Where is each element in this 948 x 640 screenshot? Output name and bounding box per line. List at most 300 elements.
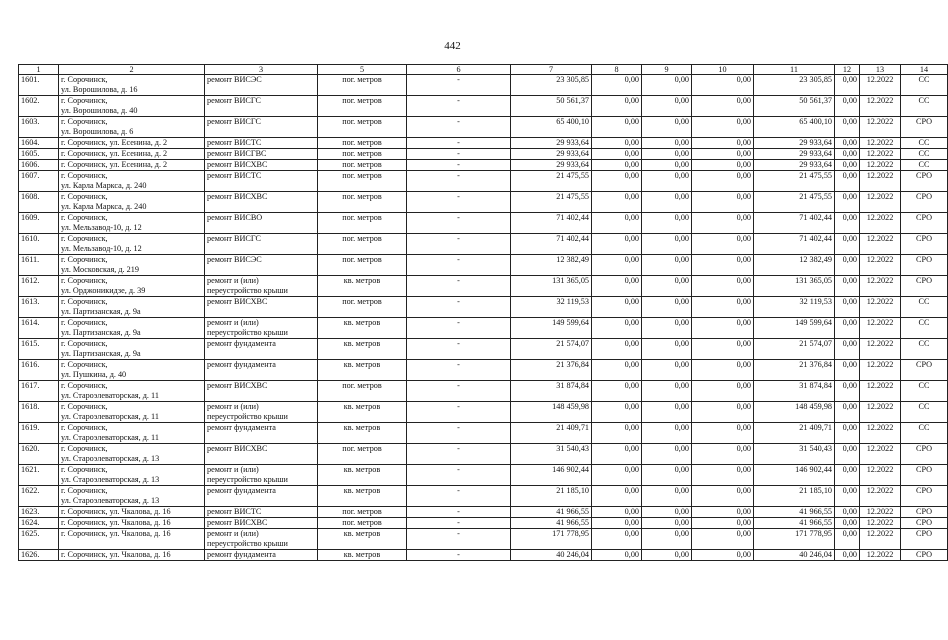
col8-cell: 0,00 (592, 381, 642, 402)
row-number-cell: 1605. (19, 149, 59, 160)
work-type-cell-line: ремонт и (или) (207, 318, 259, 327)
work-type-cell (205, 160, 318, 171)
row-number-cell: 1617. (19, 381, 59, 402)
col12-cell: 0,00 (835, 297, 860, 318)
col9-cell: 0,00 (642, 360, 692, 381)
date-cell: 12.2022 (860, 518, 901, 529)
col9-cell: 0,00 (642, 297, 692, 318)
col11-cell: 29 933,64 (754, 160, 835, 171)
work-type-cell-line: ремонт ВИСЭС (207, 255, 262, 264)
address-cell-line: г. Сорочинск, ул. Чкалова, д. 16 (61, 507, 171, 516)
col10-cell: 0,00 (692, 423, 754, 444)
address-cell (59, 423, 205, 444)
work-type-cell-line: ремонт ВИСТС (207, 507, 262, 516)
row-number-cell: 1606. (19, 160, 59, 171)
total-cost-cell: 149 599,64 (511, 318, 592, 339)
unit-cell: пог. метров (318, 171, 407, 192)
col8-cell: 0,00 (592, 160, 642, 171)
total-cost-cell: 65 400,10 (511, 117, 592, 138)
address-cell-line: г. Сорочинск, (61, 423, 108, 432)
table-row (19, 96, 948, 117)
address-cell-line: г. Сорочинск, (61, 213, 108, 222)
column-header: 14 (901, 65, 948, 75)
col12-cell: 0,00 (835, 75, 860, 96)
unit-cell: пог. метров (318, 75, 407, 96)
col10-cell: 0,00 (692, 318, 754, 339)
date-cell: 12.2022 (860, 192, 901, 213)
col12-cell: 0,00 (835, 465, 860, 486)
column-header: 11 (754, 65, 835, 75)
col12-cell: 0,00 (835, 423, 860, 444)
total-cost-cell: 148 459,98 (511, 402, 592, 423)
col10-cell: 0,00 (692, 486, 754, 507)
col6-cell: - (407, 192, 511, 213)
col11-cell: 21 376,84 (754, 360, 835, 381)
column-header: 9 (642, 65, 692, 75)
row-number-cell: 1601. (19, 75, 59, 96)
work-type-cell (205, 149, 318, 160)
address-cell (59, 402, 205, 423)
unit-cell: пог. метров (318, 297, 407, 318)
col10-cell: 0,00 (692, 234, 754, 255)
col11-cell: 21 185,10 (754, 486, 835, 507)
col9-cell: 0,00 (642, 192, 692, 213)
col6-cell: - (407, 486, 511, 507)
address-cell (59, 96, 205, 117)
col6-cell: - (407, 96, 511, 117)
address-cell-line: ул. Орджоникидзе, д. 39 (61, 286, 146, 295)
row-number-cell: 1611. (19, 255, 59, 276)
date-cell: 12.2022 (860, 423, 901, 444)
total-cost-cell: 21 185,10 (511, 486, 592, 507)
work-type-cell (205, 192, 318, 213)
work-type-cell (205, 171, 318, 192)
work-type-cell (205, 339, 318, 360)
address-cell (59, 117, 205, 138)
table-row (19, 149, 948, 160)
col12-cell: 0,00 (835, 96, 860, 117)
address-cell (59, 550, 205, 561)
table-row (19, 234, 948, 255)
unit-cell: пог. метров (318, 96, 407, 117)
table-row (19, 75, 948, 96)
col10-cell: 0,00 (692, 381, 754, 402)
col8-cell: 0,00 (592, 75, 642, 96)
code-cell: СРО (901, 171, 948, 192)
column-header: 5 (318, 65, 407, 75)
address-cell-line: г. Сорочинск, (61, 486, 108, 495)
row-number-cell: 1607. (19, 171, 59, 192)
address-cell (59, 192, 205, 213)
col8-cell: 0,00 (592, 465, 642, 486)
col9-cell: 0,00 (642, 550, 692, 561)
address-cell (59, 255, 205, 276)
col8-cell: 0,00 (592, 297, 642, 318)
col11-cell: 149 599,64 (754, 318, 835, 339)
table-row (19, 518, 948, 529)
row-number-cell: 1624. (19, 518, 59, 529)
address-cell-line: г. Сорочинск, (61, 444, 108, 453)
table-row (19, 213, 948, 234)
code-cell: СС (901, 339, 948, 360)
total-cost-cell: 21 409,71 (511, 423, 592, 444)
col12-cell: 0,00 (835, 171, 860, 192)
col8-cell: 0,00 (592, 529, 642, 550)
unit-cell: пог. метров (318, 507, 407, 518)
address-cell-line: г. Сорочинск, ул. Есенина, д. 2 (61, 138, 168, 147)
code-cell: СС (901, 318, 948, 339)
work-type-cell-line: ремонт ВИСХВС (207, 297, 268, 306)
code-cell: СРО (901, 117, 948, 138)
work-type-cell-line: ремонт ВИСХВС (207, 160, 268, 169)
code-cell: СС (901, 402, 948, 423)
date-cell: 12.2022 (860, 160, 901, 171)
date-cell: 12.2022 (860, 550, 901, 561)
total-cost-cell: 23 305,85 (511, 75, 592, 96)
total-cost-cell: 29 933,64 (511, 160, 592, 171)
address-cell-line: ул. Староэлеваторская, д. 13 (61, 496, 160, 505)
code-cell: СРО (901, 486, 948, 507)
address-cell-line: ул. Партизанская, д. 9а (61, 328, 141, 337)
address-cell (59, 297, 205, 318)
column-header: 12 (835, 65, 860, 75)
address-cell-line: г. Сорочинск, (61, 318, 108, 327)
work-type-cell (205, 423, 318, 444)
row-number-cell: 1622. (19, 486, 59, 507)
date-cell: 12.2022 (860, 444, 901, 465)
table-row (19, 423, 948, 444)
address-cell-line: г. Сорочинск, (61, 297, 108, 306)
col10-cell: 0,00 (692, 192, 754, 213)
total-cost-cell: 171 778,95 (511, 529, 592, 550)
work-type-cell-line: переустройство крыши (207, 475, 288, 484)
date-cell: 12.2022 (860, 360, 901, 381)
col6-cell: - (407, 171, 511, 192)
work-type-cell-line: ремонт фундамента (207, 550, 276, 559)
unit-cell: пог. метров (318, 381, 407, 402)
address-cell-line: г. Сорочинск, ул. Чкалова, д. 16 (61, 518, 171, 527)
unit-cell: пог. метров (318, 192, 407, 213)
col11-cell: 131 365,05 (754, 276, 835, 297)
col6-cell: - (407, 160, 511, 171)
address-cell-line: г. Сорочинск, (61, 381, 108, 390)
unit-cell: кв. метров (318, 486, 407, 507)
total-cost-cell: 131 365,05 (511, 276, 592, 297)
col10-cell: 0,00 (692, 149, 754, 160)
col10-cell: 0,00 (692, 339, 754, 360)
table-row (19, 444, 948, 465)
col10-cell: 0,00 (692, 518, 754, 529)
code-cell: СС (901, 149, 948, 160)
work-type-cell (205, 550, 318, 561)
work-type-cell (205, 318, 318, 339)
date-cell: 12.2022 (860, 117, 901, 138)
code-cell: СРО (901, 360, 948, 381)
address-cell (59, 444, 205, 465)
col10-cell: 0,00 (692, 276, 754, 297)
col12-cell: 0,00 (835, 138, 860, 149)
date-cell: 12.2022 (860, 529, 901, 550)
address-cell-line: г. Сорочинск, (61, 402, 108, 411)
col11-cell: 12 382,49 (754, 255, 835, 276)
work-type-cell (205, 444, 318, 465)
table-row (19, 160, 948, 171)
address-cell-line: г. Сорочинск, (61, 75, 108, 84)
address-cell-line: ул. Партизанская, д. 9а (61, 349, 141, 358)
work-type-cell-line: ремонт фундамента (207, 486, 276, 495)
total-cost-cell: 21 475,55 (511, 171, 592, 192)
date-cell: 12.2022 (860, 255, 901, 276)
row-number-cell: 1620. (19, 444, 59, 465)
total-cost-cell: 21 376,84 (511, 360, 592, 381)
col8-cell: 0,00 (592, 507, 642, 518)
address-cell (59, 276, 205, 297)
col12-cell: 0,00 (835, 318, 860, 339)
col8-cell: 0,00 (592, 423, 642, 444)
col12-cell: 0,00 (835, 213, 860, 234)
date-cell: 12.2022 (860, 297, 901, 318)
work-type-cell (205, 75, 318, 96)
address-cell-line: ул. Московская, д. 219 (61, 265, 139, 274)
col9-cell: 0,00 (642, 381, 692, 402)
col8-cell: 0,00 (592, 486, 642, 507)
work-type-cell (205, 297, 318, 318)
date-cell: 12.2022 (860, 96, 901, 117)
unit-cell: кв. метров (318, 465, 407, 486)
table-row (19, 138, 948, 149)
col11-cell: 71 402,44 (754, 213, 835, 234)
col8-cell: 0,00 (592, 192, 642, 213)
col6-cell: - (407, 381, 511, 402)
col8-cell: 0,00 (592, 117, 642, 138)
col12-cell: 0,00 (835, 550, 860, 561)
address-cell-line: г. Сорочинск, (61, 465, 108, 474)
row-number-cell: 1603. (19, 117, 59, 138)
table-row (19, 381, 948, 402)
date-cell: 12.2022 (860, 318, 901, 339)
date-cell: 12.2022 (860, 138, 901, 149)
total-cost-cell: 41 966,55 (511, 518, 592, 529)
col10-cell: 0,00 (692, 160, 754, 171)
total-cost-cell: 31 540,43 (511, 444, 592, 465)
date-cell: 12.2022 (860, 465, 901, 486)
row-number-cell: 1626. (19, 550, 59, 561)
address-cell (59, 75, 205, 96)
work-type-cell-line: ремонт фундамента (207, 423, 276, 432)
column-header: 8 (592, 65, 642, 75)
address-cell-line: г. Сорочинск, (61, 192, 108, 201)
work-type-cell (205, 255, 318, 276)
table-row (19, 507, 948, 518)
col11-cell: 21 409,71 (754, 423, 835, 444)
col11-cell: 29 933,64 (754, 149, 835, 160)
col8-cell: 0,00 (592, 276, 642, 297)
col12-cell: 0,00 (835, 360, 860, 381)
work-type-cell-line: ремонт ВИСХВС (207, 192, 268, 201)
work-type-cell (205, 518, 318, 529)
unit-cell: пог. метров (318, 255, 407, 276)
col11-cell: 65 400,10 (754, 117, 835, 138)
code-cell: СС (901, 138, 948, 149)
col11-cell: 32 119,53 (754, 297, 835, 318)
unit-cell: кв. метров (318, 339, 407, 360)
col10-cell: 0,00 (692, 255, 754, 276)
total-cost-cell: 71 402,44 (511, 213, 592, 234)
col9-cell: 0,00 (642, 96, 692, 117)
col12-cell: 0,00 (835, 192, 860, 213)
row-number-cell: 1614. (19, 318, 59, 339)
work-type-cell-line: ремонт фундамента (207, 360, 276, 369)
work-type-cell-line: ремонт ВИСХВС (207, 518, 268, 527)
column-header: 7 (511, 65, 592, 75)
row-number-cell: 1619. (19, 423, 59, 444)
work-type-cell-line: ремонт ВИСХВС (207, 444, 268, 453)
col6-cell: - (407, 518, 511, 529)
unit-cell: кв. метров (318, 276, 407, 297)
address-cell-line: ул. Карла Маркса, д. 240 (61, 181, 147, 190)
col12-cell: 0,00 (835, 486, 860, 507)
address-cell (59, 149, 205, 160)
col6-cell: - (407, 529, 511, 550)
row-number-cell: 1610. (19, 234, 59, 255)
column-header: 6 (407, 65, 511, 75)
col9-cell: 0,00 (642, 149, 692, 160)
table-body (19, 65, 948, 561)
col8-cell: 0,00 (592, 234, 642, 255)
address-cell-line: г. Сорочинск, (61, 360, 108, 369)
col10-cell: 0,00 (692, 96, 754, 117)
work-type-cell-line: ремонт и (или) (207, 529, 259, 538)
address-cell-line: ул. Мельзавод-10, д. 12 (61, 223, 142, 232)
date-cell: 12.2022 (860, 213, 901, 234)
row-number-cell: 1618. (19, 402, 59, 423)
column-header: 10 (692, 65, 754, 75)
address-cell-line: ул. Ворошилова, д. 40 (61, 106, 138, 115)
col9-cell: 0,00 (642, 234, 692, 255)
col11-cell: 21 475,55 (754, 192, 835, 213)
address-cell-line: г. Сорочинск, (61, 234, 108, 243)
row-number-cell: 1621. (19, 465, 59, 486)
address-cell-line: г. Сорочинск, ул. Есенина, д. 2 (61, 160, 168, 169)
address-cell-line: ул. Партизанская, д. 9а (61, 307, 141, 316)
col11-cell: 31 874,84 (754, 381, 835, 402)
total-cost-cell: 29 933,64 (511, 138, 592, 149)
address-cell-line: г. Сорочинск, (61, 96, 108, 105)
address-cell-line: г. Сорочинск, (61, 276, 108, 285)
address-cell-line: ул. Староэлеваторская, д. 11 (61, 433, 159, 442)
date-cell: 12.2022 (860, 486, 901, 507)
address-cell (59, 507, 205, 518)
date-cell: 12.2022 (860, 402, 901, 423)
col6-cell: - (407, 423, 511, 444)
col8-cell: 0,00 (592, 339, 642, 360)
page-number: 442 (444, 40, 461, 52)
col6-cell: - (407, 276, 511, 297)
code-cell: СС (901, 160, 948, 171)
work-type-cell (205, 486, 318, 507)
code-cell: СС (901, 381, 948, 402)
col6-cell: - (407, 234, 511, 255)
unit-cell: пог. метров (318, 518, 407, 529)
total-cost-cell: 31 874,84 (511, 381, 592, 402)
col9-cell: 0,00 (642, 529, 692, 550)
address-cell (59, 518, 205, 529)
work-type-cell (205, 507, 318, 518)
work-type-cell-line: переустройство крыши (207, 286, 288, 295)
column-header: 13 (860, 65, 901, 75)
col10-cell: 0,00 (692, 297, 754, 318)
col12-cell: 0,00 (835, 507, 860, 518)
code-cell: СРО (901, 550, 948, 561)
col9-cell: 0,00 (642, 465, 692, 486)
address-cell (59, 171, 205, 192)
col11-cell: 71 402,44 (754, 234, 835, 255)
works-table (18, 64, 948, 561)
row-number-cell: 1612. (19, 276, 59, 297)
code-cell: СРО (901, 276, 948, 297)
code-cell: СС (901, 96, 948, 117)
code-cell: СС (901, 75, 948, 96)
col9-cell: 0,00 (642, 518, 692, 529)
col12-cell: 0,00 (835, 234, 860, 255)
col8-cell: 0,00 (592, 402, 642, 423)
address-cell-line: г. Сорочинск, (61, 255, 108, 264)
col10-cell: 0,00 (692, 402, 754, 423)
total-cost-cell: 41 966,55 (511, 507, 592, 518)
col9-cell: 0,00 (642, 318, 692, 339)
work-type-cell (205, 213, 318, 234)
col6-cell: - (407, 402, 511, 423)
col6-cell: - (407, 360, 511, 381)
work-type-cell (205, 381, 318, 402)
unit-cell: пог. метров (318, 444, 407, 465)
unit-cell: кв. метров (318, 423, 407, 444)
work-type-cell-line: ремонт ВИСВО (207, 213, 263, 222)
col9-cell: 0,00 (642, 339, 692, 360)
col11-cell: 41 966,55 (754, 518, 835, 529)
col6-cell: - (407, 507, 511, 518)
col12-cell: 0,00 (835, 276, 860, 297)
unit-cell: пог. метров (318, 160, 407, 171)
total-cost-cell: 32 119,53 (511, 297, 592, 318)
date-cell: 12.2022 (860, 276, 901, 297)
work-type-cell-line: переустройство крыши (207, 539, 288, 548)
address-cell-line: ул. Староэлеваторская, д. 13 (61, 454, 160, 463)
work-type-cell (205, 117, 318, 138)
table-row (19, 402, 948, 423)
col8-cell: 0,00 (592, 318, 642, 339)
address-cell-line: г. Сорочинск, ул. Чкалова, д. 16 (61, 529, 171, 538)
col6-cell: - (407, 550, 511, 561)
table-row (19, 486, 948, 507)
address-cell-line: г. Сорочинск, (61, 171, 108, 180)
address-cell-line: ул. Карла Маркса, д. 240 (61, 202, 147, 211)
row-number-cell: 1623. (19, 507, 59, 518)
address-cell (59, 465, 205, 486)
col10-cell: 0,00 (692, 360, 754, 381)
total-cost-cell: 29 933,64 (511, 149, 592, 160)
unit-cell: пог. метров (318, 213, 407, 234)
col9-cell: 0,00 (642, 117, 692, 138)
work-type-cell (205, 529, 318, 550)
address-cell-line: ул. Староэлеваторская, д. 13 (61, 475, 160, 484)
col10-cell: 0,00 (692, 507, 754, 518)
address-cell-line: ул. Староэлеваторская, д. 11 (61, 391, 159, 400)
address-cell-line: ул. Староэлеваторская, д. 11 (61, 412, 159, 421)
col6-cell: - (407, 444, 511, 465)
row-number-cell: 1608. (19, 192, 59, 213)
col9-cell: 0,00 (642, 486, 692, 507)
